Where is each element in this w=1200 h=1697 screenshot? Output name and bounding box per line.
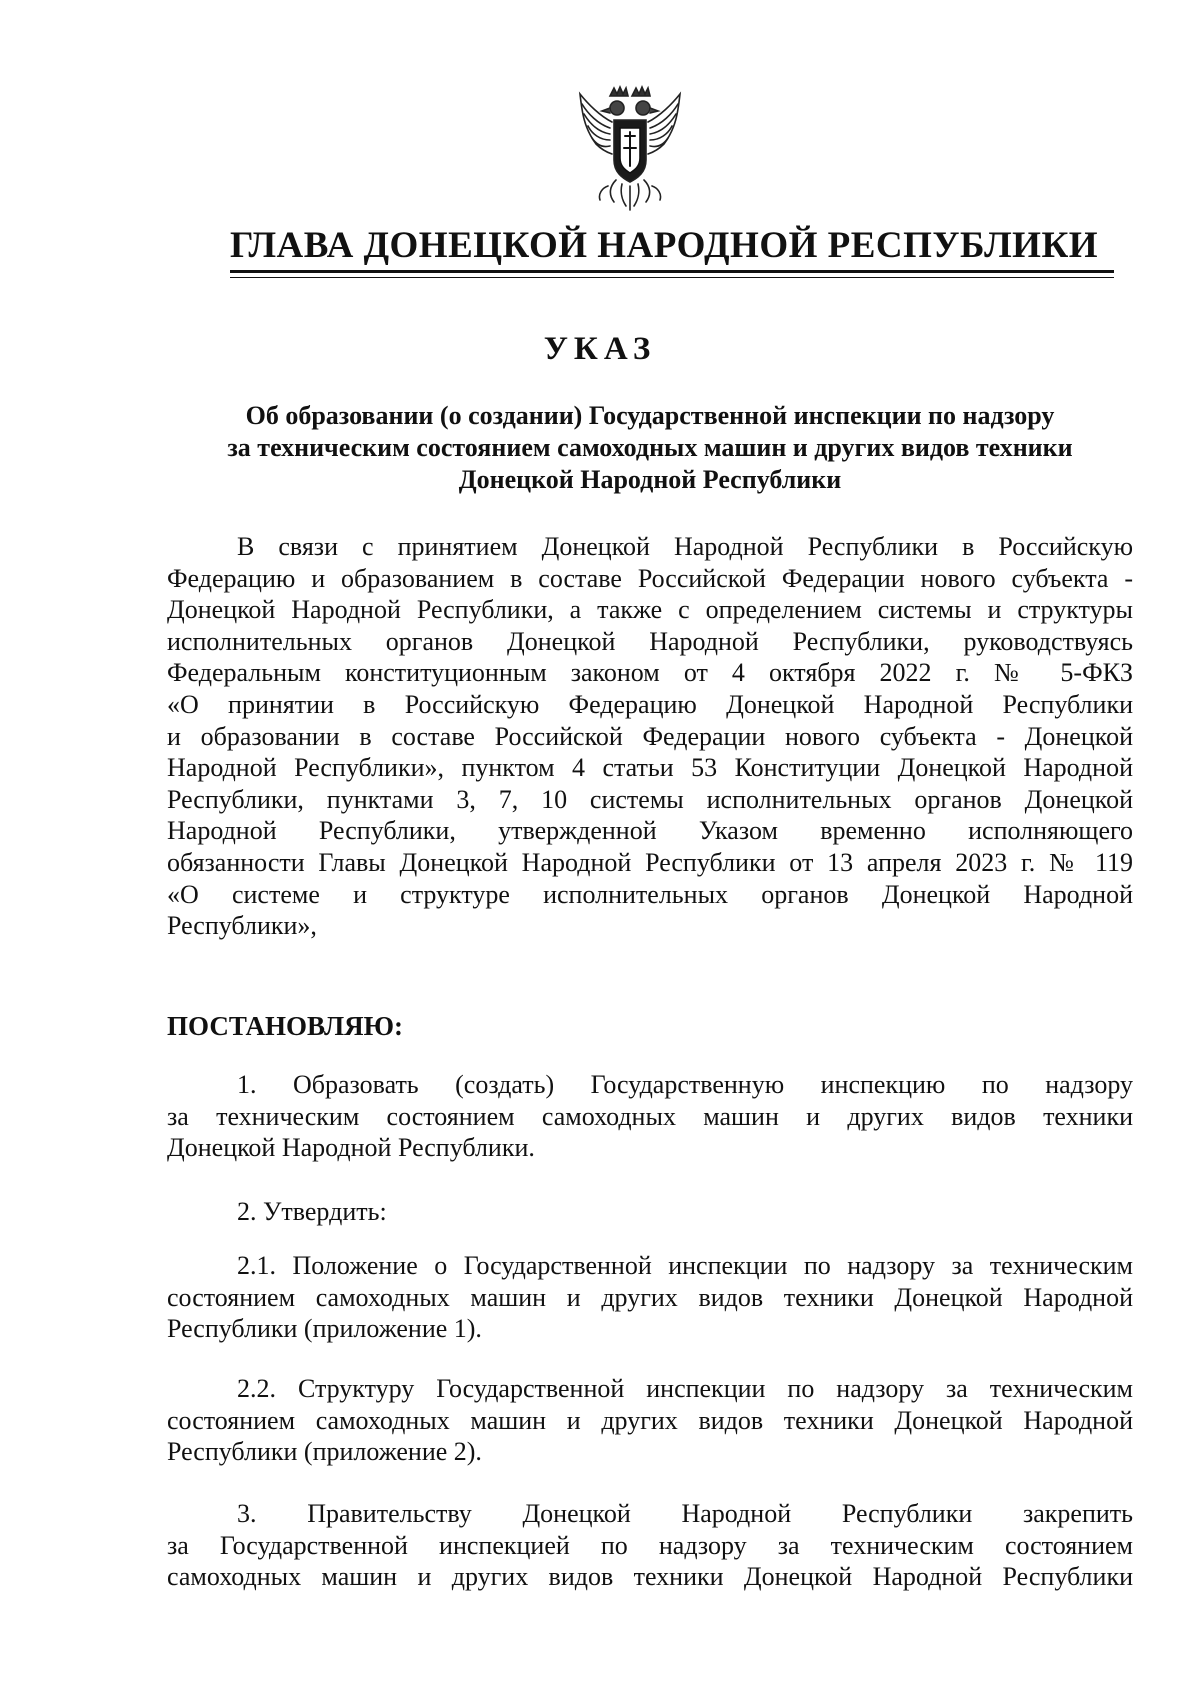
clause-line: Республики (приложение 1). <box>167 1314 482 1344</box>
clause-2-1 <box>167 1250 1133 1345</box>
title-line: Об образовании (о создании) Государственной инспекции по надзору <box>245 401 1055 430</box>
issuing-authority: ГЛАВА ДОНЕЦКОЙ НАРОДНОЙ РЕСПУБЛИКИ <box>230 225 1099 266</box>
clause-line: состоянием самоходных машин и других видов техники Донецкой Народной <box>167 1405 1133 1435</box>
clause-line: самоходных машин и других видов техники Донецкой Народной Республики <box>167 1562 1133 1592</box>
preamble-line: Донецкой Народной Республики, а также с определением системы и структуры <box>167 595 1133 625</box>
preamble-paragraph <box>167 531 1133 942</box>
preamble-line: Федерацию и образованием в составе Российской Федерации нового субъекта - <box>167 563 1133 593</box>
clause-line: состоянием самоходных машин и других видов техники Донецкой Народной <box>167 1282 1133 1312</box>
clause-line: за Государственной инспекцией по надзору за техническим состоянием <box>167 1530 1133 1560</box>
preamble-line: Народной Республики», пунктом 4 статьи 53 Конституции Донецкой Народной <box>167 753 1133 783</box>
clause-line: за техническим состоянием самоходных машин и других видов техники <box>167 1101 1133 1131</box>
preamble-line: «О системе и структуре исполнительных органов Донецкой Народной <box>167 879 1133 909</box>
header-rule-thick <box>230 270 1114 273</box>
coat-of-arms-icon <box>570 82 690 214</box>
preamble-line: обязанности Главы Донецкой Народной Республики от 13 апреля 2023 г. № 119 <box>167 847 1133 877</box>
clause-line: 2.2. Структуру Государственной инспекции по надзору за техническим <box>237 1374 1133 1403</box>
document-title <box>170 400 1130 496</box>
clause-2-2 <box>167 1373 1133 1468</box>
title-line: за техническим состоянием самоходных машин и других видов техники <box>227 433 1073 462</box>
title-line: Донецкой Народной Республики <box>458 465 842 494</box>
clause-1 <box>167 1069 1133 1164</box>
preamble-line: Федеральным конституционным законом от 4 октября 2022 г. № 5-ФКЗ <box>167 658 1133 688</box>
clause-line: 2. Утвердить: <box>237 1197 387 1226</box>
clause-line: 1. Образовать (создать) Государственную инспекцию по надзору <box>237 1070 1133 1099</box>
clause-line: 3. Правительству Донецкой Народной Республики закрепить <box>237 1499 1133 1528</box>
document-type: УКАЗ <box>543 331 657 367</box>
clause-line: Республики (приложение 2). <box>167 1437 482 1467</box>
decree-keyword: ПОСТАНОВЛЯЮ: <box>167 1011 403 1041</box>
preamble-line: Республики, пунктами 3, 7, 10 системы исполнительных органов Донецкой <box>167 784 1133 814</box>
clause-3 <box>167 1498 1133 1593</box>
preamble-line: В связи с принятием Донецкой Народной Республики в Российскую <box>237 532 1133 561</box>
preamble-line: и образовании в составе Российской Федерации нового субъекта - Донецкой <box>167 721 1133 751</box>
clause-2 <box>167 1196 1133 1228</box>
header-rule-thin <box>230 277 1114 278</box>
clause-line: Донецкой Народной Республики. <box>167 1133 535 1163</box>
preamble-line: Республики», <box>167 911 317 941</box>
preamble-line: Народной Республики, утвержденной Указом временно исполняющего <box>167 816 1133 846</box>
preamble-line: исполнительных органов Донецкой Народной Республики, руководствуясь <box>167 626 1133 656</box>
preamble-line: «О принятии в Российскую Федерацию Донецкой Народной Республики <box>167 689 1133 719</box>
clause-line: 2.1. Положение о Государственной инспекции по надзору за техническим <box>237 1251 1133 1280</box>
